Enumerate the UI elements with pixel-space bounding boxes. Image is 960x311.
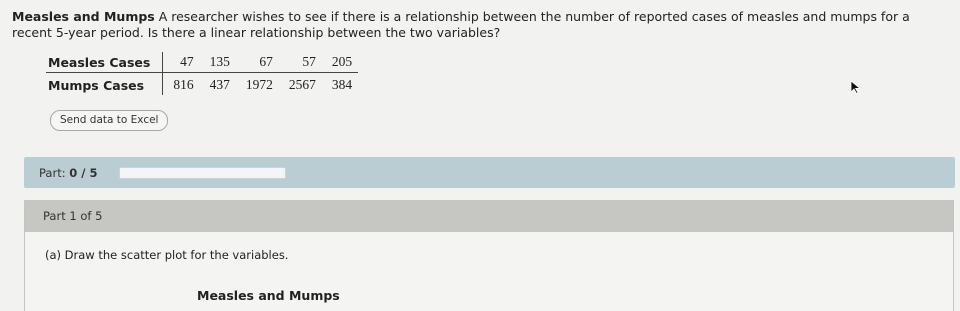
row-label-measles: Measles Cases — [46, 52, 163, 73]
problem-title: Measles and Mumps — [12, 9, 155, 24]
table-cell: 2567 — [288, 77, 316, 92]
data-table — [46, 52, 358, 95]
table-cell: 205 — [322, 52, 358, 73]
table-cell: 384 — [331, 77, 353, 92]
table-cell: 816 — [173, 77, 194, 92]
part-progress-label: Part: 0 / 5 — [39, 166, 98, 180]
part-progress-bar — [24, 157, 955, 188]
part-card — [24, 200, 954, 311]
send-to-excel-button[interactable]: Send data to Excel — [50, 110, 168, 131]
chart-title: Measles and Mumps — [197, 288, 340, 303]
row-label-mumps: Mumps Cases — [46, 73, 163, 96]
table-cell: 1972 — [245, 77, 273, 92]
progress-track — [119, 167, 286, 179]
table-row-mumps — [46, 73, 358, 96]
mouse-pointer-icon — [850, 80, 862, 94]
table-cell: 57 — [279, 52, 322, 73]
table-cell: 437 — [209, 77, 230, 92]
problem-statement — [12, 9, 947, 41]
part-progress-value: 0 / 5 — [69, 166, 98, 180]
table-cell: 67 — [236, 52, 279, 73]
problem-text: A researcher wishes to see if there is a relationship between the number of reported cases of measles and mumps for a recent 5-year period. Is there a linear relationship between the two variables? — [12, 9, 910, 40]
table-cell: 47 — [163, 52, 200, 73]
table-cell: 135 — [200, 52, 236, 73]
question-text: (a) Draw the scatter plot for the variables. — [45, 248, 289, 262]
table-row-measles — [46, 52, 358, 73]
part-header: Part 1 of 5 — [25, 201, 953, 232]
